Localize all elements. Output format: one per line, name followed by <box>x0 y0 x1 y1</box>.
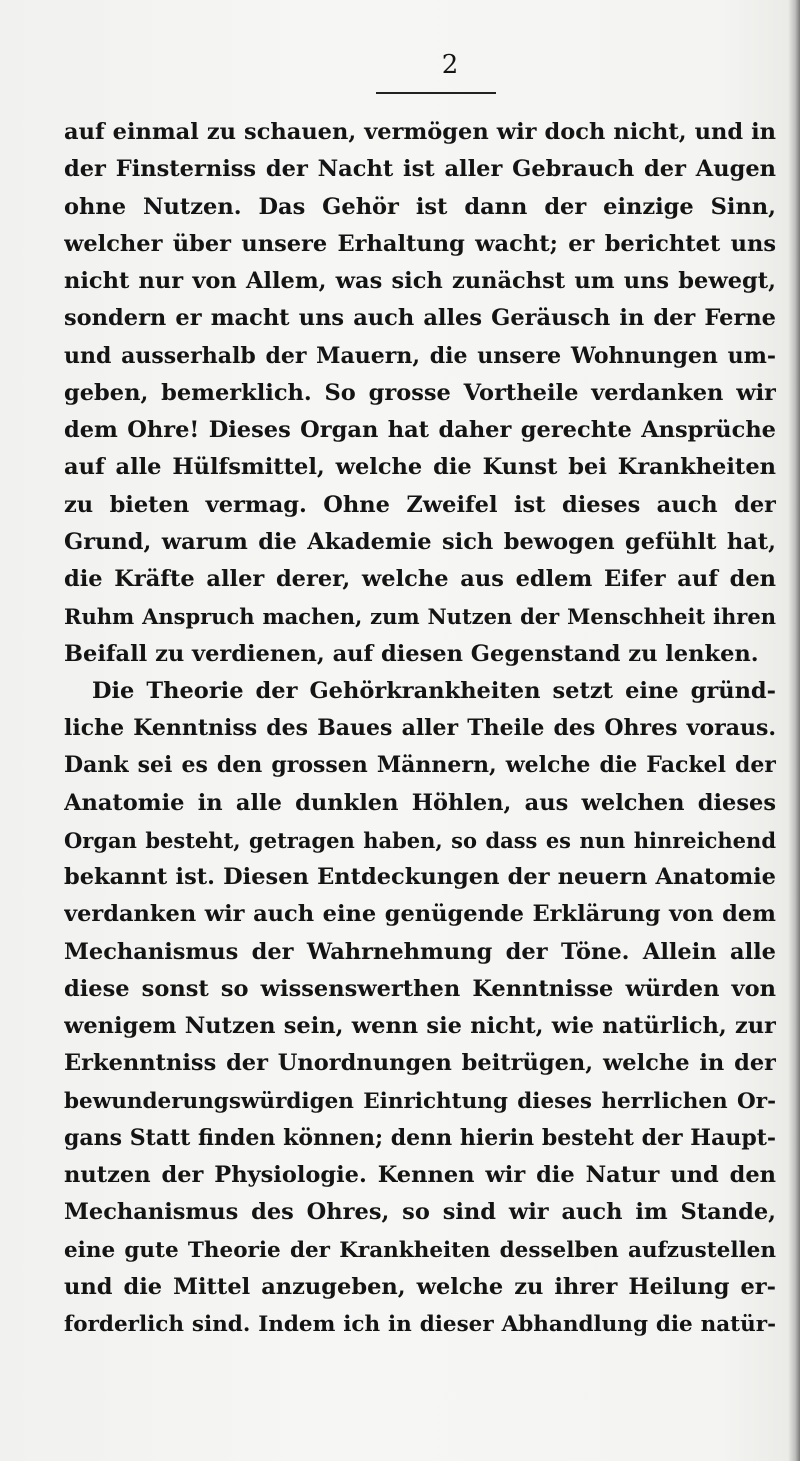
text-line: welcher über unsere Erhaltung wacht; er berichtet uns <box>64 230 776 257</box>
text-line: nicht nur von Allem, was sich zunächst um uns bewegt, <box>64 268 776 294</box>
text-line: der Finsterniss der Nacht ist aller Gebrauch der Augen <box>64 156 776 183</box>
page-number: 2 <box>441 50 459 80</box>
text-line: die Kräfte aller derer, welche aus edlem Eifer auf den <box>64 566 776 592</box>
text-line: diese sonst so wissenswerthen Kenntnisse würden von <box>64 975 776 1002</box>
text-line: verdanken wir auch eine genügende Erklärung von dem <box>64 901 776 928</box>
text-line: Grund, warum die Akademie sich bewogen gefühlt hat, <box>64 528 776 555</box>
text-line: Organ besteht, getragen haben, so dass es nun hinreichend <box>64 827 776 853</box>
text-line: bekannt ist. Diesen Entdeckungen der neuern Anatomie <box>64 864 776 890</box>
text-line: dem Ohre! Dieses Organ hat daher gerechte Ansprüche <box>64 417 776 443</box>
text-line: geben, bemerklich. So grosse Vortheile verdanken wir <box>64 379 776 406</box>
text-line: eine gute Theorie der Krankheiten desselben aufzustellen <box>64 1237 776 1263</box>
page-edge-shadow <box>788 0 800 1461</box>
text-line: auf einmal zu schauen, vermögen wir doch nicht, und in <box>64 119 776 145</box>
page-number-rule <box>376 92 496 94</box>
text-line: zu bieten vermag. Ohne Zweifel ist dieses auch der <box>64 491 776 518</box>
text-line: nutzen der Physiologie. Kennen wir die Natur und den <box>64 1162 776 1188</box>
text-line: auf alle Hülfsmittel, welche die Kunst bei Krankheiten <box>64 454 776 481</box>
text-line: gans Statt finden können; denn hierin besteht der Haupt- <box>64 1124 776 1151</box>
text-line: Ruhm Anspruch machen, zum Nutzen der Menschheit ihren <box>64 604 776 630</box>
text-line: Anatomie in alle dunklen Höhlen, aus welchen dieses <box>64 789 776 816</box>
text-line: Erkenntniss der Unordnungen beitrügen, welche in der <box>64 1050 776 1077</box>
body-text <box>64 114 776 1343</box>
text-line: Mechanismus des Ohres, so sind wir auch im Stande, <box>64 1199 776 1226</box>
text-line: Die Theorie der Gehörkrankheiten setzt eine gründ- <box>92 677 776 704</box>
text-line: Beifall zu verdienen, auf diesen Gegenstand zu lenken. <box>64 640 759 667</box>
text-line: liche Kenntniss des Baues aller Theile des Ohres voraus. <box>64 715 776 741</box>
text-line: und ausserhalb der Mauern, die unsere Wohnungen um- <box>64 342 776 369</box>
text-line: sondern er macht uns auch alles Geräusch in der Ferne <box>64 305 776 332</box>
text-line: und die Mittel anzugeben, welche zu ihrer Heilung er- <box>64 1273 776 1300</box>
text-line: wenigem Nutzen sein, wenn sie nicht, wie natürlich, zur <box>64 1013 776 1039</box>
text-line: forderlich sind. Indem ich in dieser Abhandlung die natür- <box>64 1312 776 1337</box>
text-line: Dank sei es den grossen Männern, welche die Fackel der <box>64 752 776 779</box>
text-line: Mechanismus der Wahrnehmung der Töne. Allein alle <box>64 938 776 965</box>
text-line: ohne Nutzen. Das Gehör ist dann der einzige Sinn, <box>64 193 776 220</box>
text-line: bewunderungswürdigen Einrichtung dieses herrlichen Or- <box>64 1088 776 1114</box>
